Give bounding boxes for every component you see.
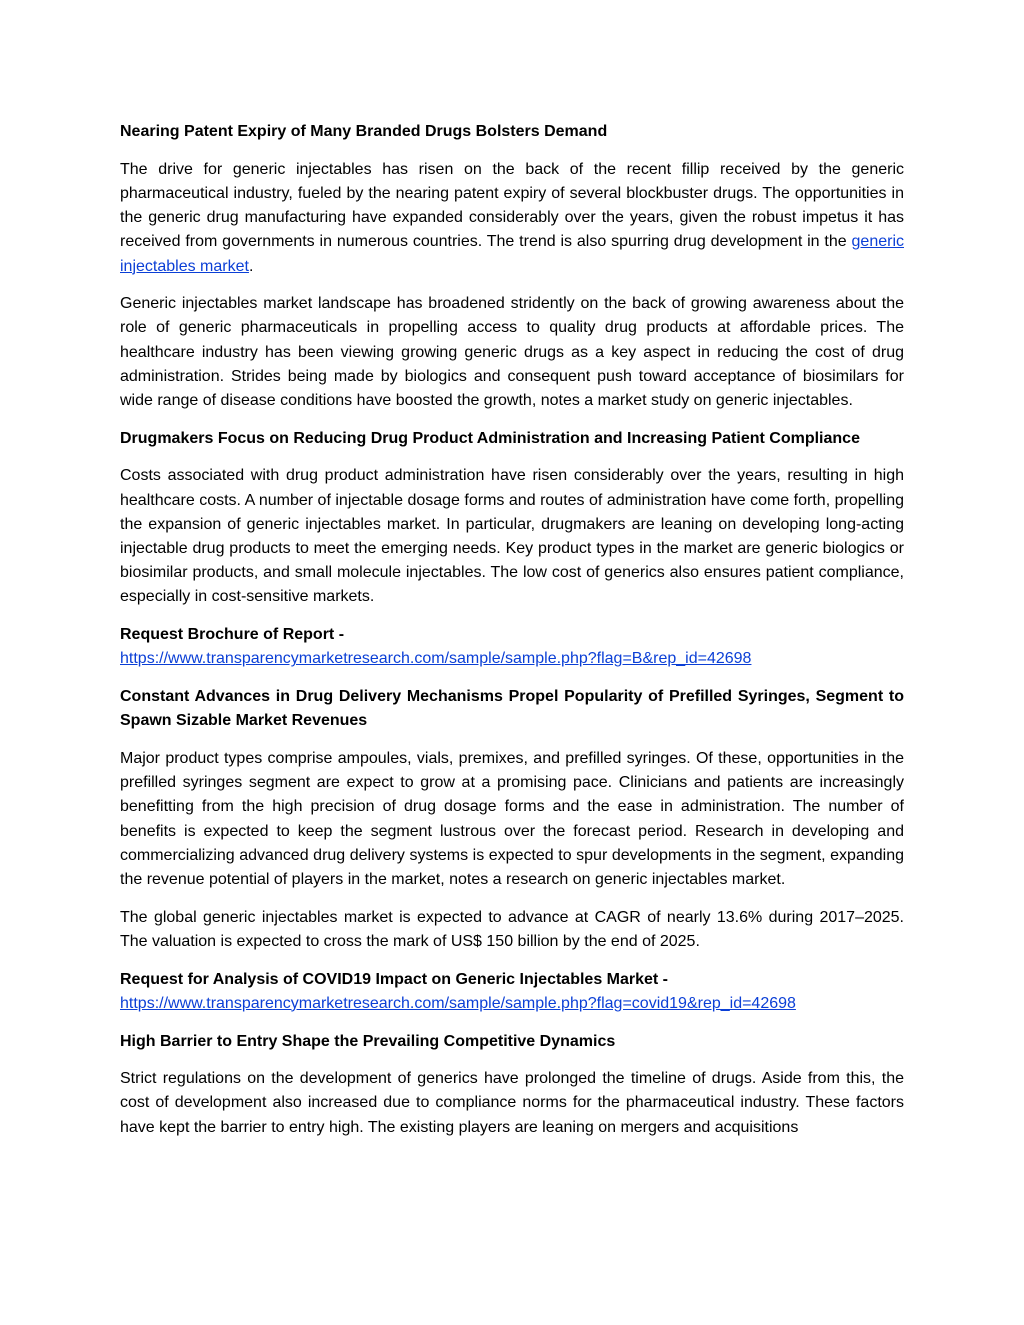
section-heading-barrier: High Barrier to Entry Shape the Prevailing Competitive Dynamics <box>120 1032 616 1050</box>
paragraph-generic-drive <box>120 158 904 279</box>
paragraph-cagr: The global generic injectables market is expected to advance at CAGR of nearly 13.6% during 2017–2025. The valuation is expected to cross the mark of US$ 150 billion by the end of 2025. <box>120 908 904 950</box>
request-covid-link[interactable]: https://www.transparencymarketresearch.com/sample/sample.php?flag=covid19&rep_id=42698 <box>120 994 796 1012</box>
paragraph-product-types: Major product types comprise ampoules, vials, premixes, and prefilled syringes. Of these, opportunities in the prefilled syringes segment are expect to grow at a promising pace. Clinicians and patients are increasingly benefitting from the high precision of drug dosage forms and the ease in administration. The number of benefits is expected to keep the segment lustrous over the forecast period. Research in developing and commercializing advanced drug delivery systems is expected to spur developments in the segment, expanding the revenue potential of players in the market, notes a research on generic injectables market. <box>120 749 904 888</box>
section-heading-patent-expiry: Nearing Patent Expiry of Many Branded Drugs Bolsters Demand <box>120 123 608 140</box>
request-brochure-link[interactable]: https://www.transparencymarketresearch.com/sample/sample.php?flag=B&rep_id=42698 <box>120 650 752 668</box>
request-covid-label: Request for Analysis of COVID19 Impact on Generic Injectables Market - <box>120 970 669 988</box>
paragraph-end: . <box>248 257 254 275</box>
section-heading-drug-delivery: Constant Advances in Drug Delivery Mechanisms Propel Popularity of Prefilled Syringes, Segment to Spawn Sizable Market Revenues <box>120 688 904 730</box>
request-covid-line <box>120 992 904 1016</box>
paragraph-market-landscape: Generic injectables market landscape has broadened stridently on the back of growing awareness about the role of generic pharmaceuticals in propelling access to quality drug products at affordable prices. The healthcare industry has been viewing growing generic drugs as a key aspect in reducing the cost of drug administration. Strides being made by biologics and consequent push toward acceptance of biosimilars for wide range of disease conditions have boosted the growth, notes a market study on generic injectables. <box>120 295 904 410</box>
paragraph-text: The drive for generic injectables has risen on the back of the recent fillip received by the generic pharmaceutical industry, fueled by the nearing patent expiry of several blockbuster drugs. The opportunities in the generic drug manufacturing have expanded considerably over the years, given the robust impetus it has received from governments in numerous countries. The trend is also spurring drug development in the <box>120 160 904 251</box>
request-brochure-line <box>120 647 904 671</box>
generic-injectables-market-link[interactable]: generic injectables market <box>120 233 904 275</box>
document-page <box>120 120 904 1153</box>
section-heading-drugmakers-focus: Drugmakers Focus on Reducing Drug Product Administration and Increasing Patient Compliance <box>120 429 860 447</box>
paragraph-costs: Costs associated with drug product administration have risen considerably over the years, resulting in high healthcare costs. A number of injectable dosage forms and routes of administration have come forth, propelling the expansion of generic injectables market. In particular, drugmakers are leaning on developing long-acting injectable drug products to meet the emerging needs. Key product types in the market are generic biologics or biosimilar products, and small molecule injectables. The low cost of generics also ensures patient compliance, especially in cost-sensitive markets. <box>120 467 904 606</box>
paragraph-regulations: Strict regulations on the development of generics have prolonged the timeline of drugs. Aside from this, the cost of development also increased due to compliance norms for the pharmaceutical industry. These factors have kept the barrier to entry high. The existing players are leaning on mergers and acquisitions <box>120 1070 904 1136</box>
request-brochure-label: Request Brochure of Report - <box>120 626 345 644</box>
